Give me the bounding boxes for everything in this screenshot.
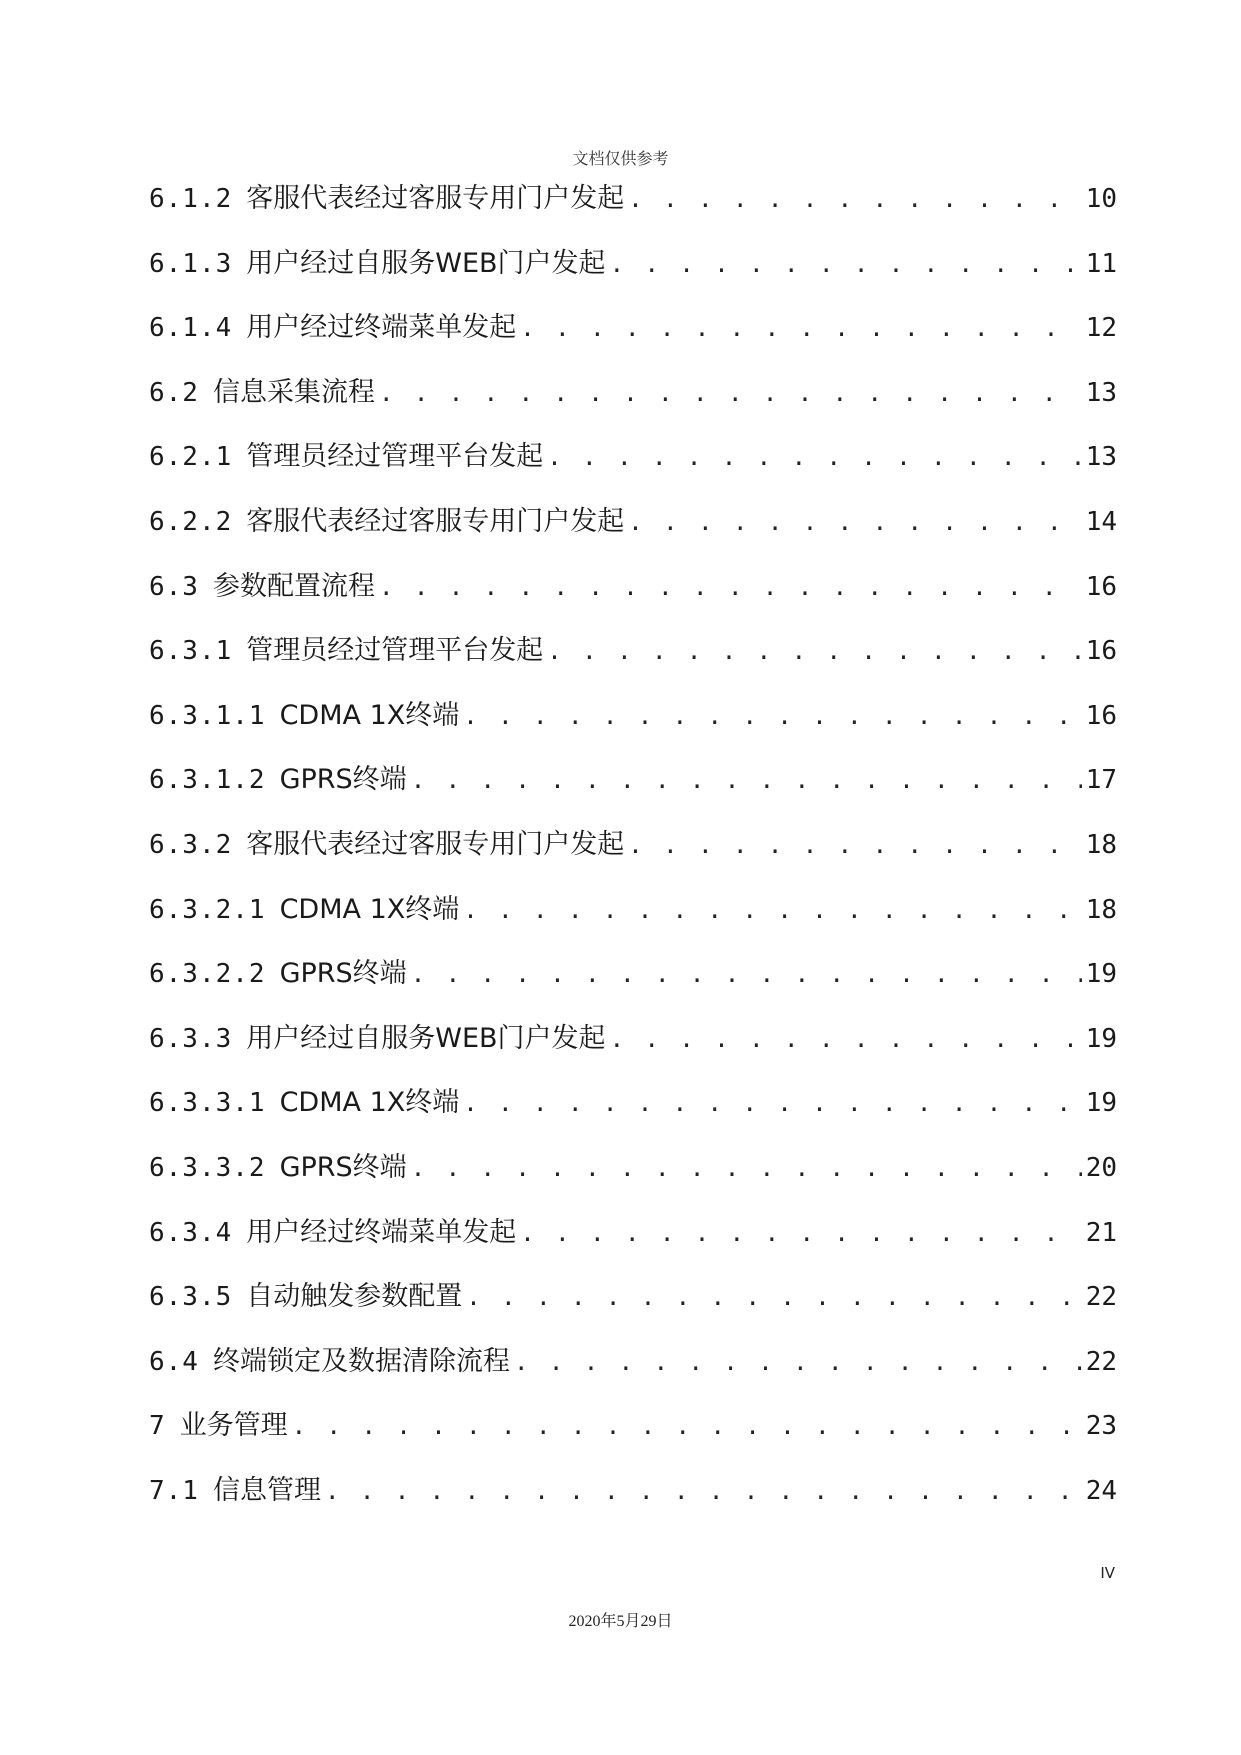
toc-dot-leader <box>628 185 1081 213</box>
toc-entry-number: 6.3.3.1 <box>149 1088 266 1119</box>
toc-dot-leader <box>628 831 1081 859</box>
toc-dot-leader <box>610 250 1082 278</box>
toc-entry-number: 6.2 <box>149 377 199 408</box>
toc-entry-title: 客服代表经过客服专用门户发起 <box>246 183 625 214</box>
toc-entry[interactable] <box>149 1274 1117 1339</box>
toc-entry-number: 6.3.1.1 <box>149 700 266 731</box>
toc-entry-number: 6.3.3.2 <box>149 1152 266 1183</box>
toc-entry[interactable] <box>149 887 1117 952</box>
toc-entry[interactable] <box>149 1080 1117 1145</box>
toc-entry-page: 11 <box>1085 248 1117 279</box>
toc-dot-leader <box>547 637 1081 665</box>
toc-entry[interactable] <box>149 1210 1117 1275</box>
toc-entry-title: 业务管理 <box>179 1410 288 1442</box>
toc-dot-leader <box>411 960 1082 988</box>
toc-entry-title: CDMA 1X终端 <box>279 699 460 731</box>
toc-dot-leader <box>463 702 1081 730</box>
toc-entry-page: 13 <box>1085 377 1117 408</box>
toc-entry-number: 6.2.2 <box>149 506 233 537</box>
toc-entry[interactable] <box>149 1145 1117 1210</box>
toc-dot-leader <box>411 1154 1082 1182</box>
toc-dot-leader <box>466 1283 1081 1311</box>
toc-dot-leader <box>379 573 1082 601</box>
toc-entry-page: 16 <box>1085 700 1117 731</box>
toc-entry-title: GPRS终端 <box>279 958 407 990</box>
toc-entry[interactable] <box>149 628 1117 693</box>
toc-entry-page: 18 <box>1085 829 1117 860</box>
toc-entry-title: 自动触发参数配置 <box>246 1281 463 1313</box>
toc-entry-number: 6.3.1 <box>149 636 233 667</box>
toc-dot-leader <box>514 1348 1082 1376</box>
toc-entry[interactable] <box>149 305 1117 370</box>
toc-dot-leader <box>325 1477 1082 1505</box>
toc-entry-number: 6.2.1 <box>149 442 233 473</box>
toc-entry[interactable] <box>149 564 1117 629</box>
toc-entry[interactable] <box>149 1339 1117 1404</box>
toc-entry-number: 6.3.3 <box>149 1023 233 1054</box>
toc-entry-number: 6.3.2.2 <box>149 959 266 990</box>
toc-entry-number: 7 <box>149 1411 166 1442</box>
toc-entry-title: 管理员经过管理平台发起 <box>246 635 544 667</box>
toc-entry-number: 6.4 <box>149 1346 199 1377</box>
toc-entry-page: 22 <box>1085 1346 1117 1377</box>
toc-entry[interactable] <box>149 176 1117 241</box>
toc-entry-number: 7.1 <box>149 1475 199 1506</box>
toc-entry[interactable] <box>149 757 1117 822</box>
toc-entry[interactable] <box>149 951 1117 1016</box>
toc-dot-leader <box>463 1089 1081 1117</box>
toc-entry-title: CDMA 1X终端 <box>279 1087 460 1119</box>
toc-dot-leader <box>520 314 1081 342</box>
toc-entry-title: 用户经过终端菜单发起 <box>246 312 517 344</box>
toc-entry-page: 19 <box>1085 1023 1117 1054</box>
toc-entry-page: 16 <box>1085 636 1117 667</box>
toc-entry-page: 17 <box>1085 765 1117 796</box>
footer-date: 2020年5月29日 <box>568 1613 673 1630</box>
toc-entry-page: 10 <box>1085 184 1117 214</box>
toc-dot-leader <box>411 766 1082 794</box>
toc-entry-title: GPRS终端 <box>279 764 407 796</box>
toc-dot-leader <box>520 1219 1081 1247</box>
toc-entry-title: 客服代表经过客服专用门户发起 <box>246 828 625 860</box>
toc-entry[interactable] <box>149 241 1117 306</box>
toc-entry-number: 6.3.2 <box>149 829 233 860</box>
toc-entry-title: CDMA 1X终端 <box>279 893 460 925</box>
toc-entry-title: 用户经过自服务WEB门户发起 <box>246 1022 606 1054</box>
toc-entry-page: 24 <box>1085 1475 1117 1506</box>
table-of-contents <box>149 176 1117 1532</box>
toc-dot-leader <box>379 379 1082 407</box>
toc-entry-number: 6.1.2 <box>149 184 233 214</box>
toc-dot-leader <box>292 1412 1082 1440</box>
toc-entry[interactable] <box>149 1016 1117 1081</box>
toc-entry-number: 6.3.1.2 <box>149 765 266 796</box>
toc-entry[interactable] <box>149 693 1117 758</box>
page-number: IV <box>1100 1564 1115 1582</box>
toc-entry-title: 用户经过自服务WEB门户发起 <box>246 247 606 279</box>
toc-entry-title: 信息管理 <box>212 1474 321 1506</box>
toc-entry-page: 22 <box>1085 1282 1117 1313</box>
toc-entry-page: 13 <box>1085 442 1117 473</box>
toc-dot-leader <box>463 896 1081 924</box>
toc-entry-number: 6.3.2.1 <box>149 894 266 925</box>
toc-entry-number: 6.1.4 <box>149 313 233 344</box>
toc-entry-page: 21 <box>1085 1217 1117 1248</box>
toc-entry-page: 14 <box>1085 506 1117 537</box>
toc-dot-leader <box>628 508 1081 536</box>
toc-entry-page: 16 <box>1085 571 1117 602</box>
toc-entry-title: 参数配置流程 <box>212 570 375 602</box>
toc-entry[interactable] <box>149 499 1117 564</box>
toc-entry-page: 19 <box>1085 959 1117 990</box>
toc-entry-page: 12 <box>1085 313 1117 344</box>
toc-entry-page: 18 <box>1085 894 1117 925</box>
toc-entry-title: 管理员经过管理平台发起 <box>246 441 544 473</box>
toc-entry-number: 6.3.5 <box>149 1282 233 1313</box>
toc-entry-page: 23 <box>1085 1411 1117 1442</box>
toc-dot-leader <box>610 1025 1082 1053</box>
toc-entry-page: 20 <box>1085 1152 1117 1183</box>
toc-entry-number: 6.1.3 <box>149 248 233 279</box>
toc-entry[interactable] <box>149 1468 1117 1533</box>
toc-entry[interactable] <box>149 822 1117 887</box>
toc-entry-title: 信息采集流程 <box>212 376 375 408</box>
toc-entry-title: 客服代表经过客服专用门户发起 <box>246 505 625 537</box>
toc-entry-title: 用户经过终端菜单发起 <box>246 1216 517 1248</box>
toc-entry[interactable] <box>149 1403 1117 1468</box>
toc-entry-number: 6.3.4 <box>149 1217 233 1248</box>
toc-entry-page: 19 <box>1085 1088 1117 1119</box>
toc-entry-title: 终端锁定及数据清除流程 <box>212 1345 510 1377</box>
toc-entry-title: GPRS终端 <box>279 1151 407 1183</box>
toc-entry[interactable] <box>149 434 1117 499</box>
toc-entry[interactable] <box>149 370 1117 435</box>
toc-entry-number: 6.3 <box>149 571 199 602</box>
page-header: 文档仅供参考 <box>572 149 669 168</box>
toc-dot-leader <box>547 443 1081 471</box>
